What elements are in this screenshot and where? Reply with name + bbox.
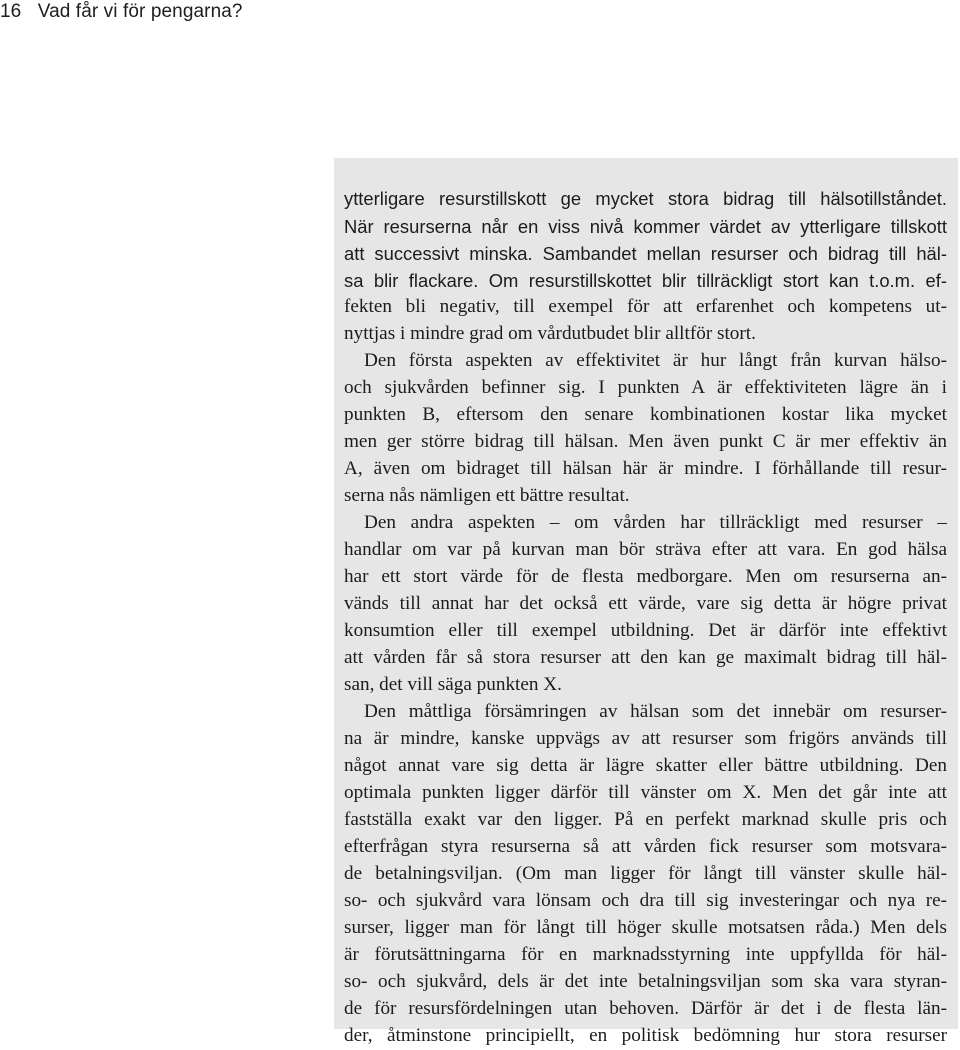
text-line: vänds till annat har det också ett värde, vare sig detta är högre privat bbox=[344, 593, 947, 614]
text-line: so- och sjukvård, dels är det inte betalningsviljan som ska vara styran- bbox=[344, 971, 947, 992]
text-line: är förutsättningarna för en marknadsstyrning inte uppfyllda för häl- bbox=[344, 944, 947, 965]
page-number: 16 bbox=[0, 1, 22, 22]
text-line: surser, ligger man för långt till höger skulle motsatsen råda.) Men dels bbox=[344, 917, 947, 938]
text-line: och sjukvården befinner sig. I punkten A är effektiviteten lägre än i bbox=[344, 377, 947, 398]
text-line: punkten B, eftersom den senare kombinationen kostar lika mycket bbox=[344, 404, 947, 425]
text-line: sa blir flackare. Om resurstillskottet blir tillräckligt stort kan t.o.m. ef- bbox=[344, 270, 947, 291]
text-line: de betalningsviljan. (Om man ligger för långt till vänster skulle häl- bbox=[344, 863, 947, 884]
text-line: handlar om var på kurvan man bör sträva efter att vara. En god hälsa bbox=[344, 539, 947, 560]
text-line: ytterligare resurstillskott ge mycket stora bidrag till hälsotillståndet. bbox=[344, 188, 947, 209]
text-line: När resurserna når en viss nivå kommer värdet av ytterligare tillskott bbox=[344, 216, 947, 237]
text-line: de för resursfördelningen utan behoven. Därför är det i de flesta län- bbox=[344, 998, 947, 1019]
text-line: nyttjas i mindre grad om vårdutbudet blir alltför stort. bbox=[344, 323, 756, 344]
text-line: men ger större bidrag till hälsan. Men även punkt C är mer effektiv än bbox=[344, 431, 947, 452]
text-line: der, åtminstone principiellt, en politisk bedömning hur stora resurser bbox=[344, 1025, 947, 1046]
text-line: so- och sjukvård vara lönsam och dra till sig investeringar och nya re- bbox=[344, 890, 947, 911]
text-line: na är mindre, kanske uppvägs av att resurser som frigörs används till bbox=[344, 728, 947, 749]
text-line: Den måttliga försämringen av hälsan som det innebär om resurser- bbox=[364, 701, 947, 722]
text-line: A, även om bidraget till hälsan här är mindre. I förhållande till resur- bbox=[344, 458, 947, 479]
running-title: Vad får vi för pengarna? bbox=[37, 1, 243, 22]
text-line: serna nås nämligen ett bättre resultat. bbox=[344, 485, 630, 506]
text-line: att successivt minska. Sambandet mellan resurser och bidrag till häl- bbox=[344, 243, 947, 264]
text-line: att vården får så stora resurser att den kan ge maximalt bidrag till häl- bbox=[344, 647, 947, 668]
text-line: optimala punkten ligger därför till vänster om X. Men det går inte att bbox=[344, 782, 947, 803]
text-panel bbox=[334, 158, 958, 1046]
text-line: san, det vill säga punkten X. bbox=[344, 674, 562, 695]
text-line: fekten bli negativ, till exempel för att erfarenhet och kompetens ut- bbox=[344, 296, 947, 317]
text-line: har ett stort värde för de flesta medborgare. Men om resurserna an- bbox=[344, 566, 947, 587]
text-line: fastställa exakt var den ligger. På en perfekt marknad skulle pris och bbox=[344, 809, 947, 830]
text-line: konsumtion eller till exempel utbildning. Det är därför inte effektivt bbox=[344, 620, 947, 641]
running-header bbox=[0, 1, 243, 23]
text-line: Den andra aspekten – om vården har tillräckligt med resurser – bbox=[364, 512, 947, 533]
text-line: efterfrågan styra resurserna så att vården fick resurser som motsvara- bbox=[344, 836, 947, 857]
text-line: något annat vare sig detta är lägre skatter eller bättre utbildning. Den bbox=[344, 755, 947, 776]
text-line: Den första aspekten av effektivitet är hur långt från kurvan hälso- bbox=[364, 350, 947, 371]
